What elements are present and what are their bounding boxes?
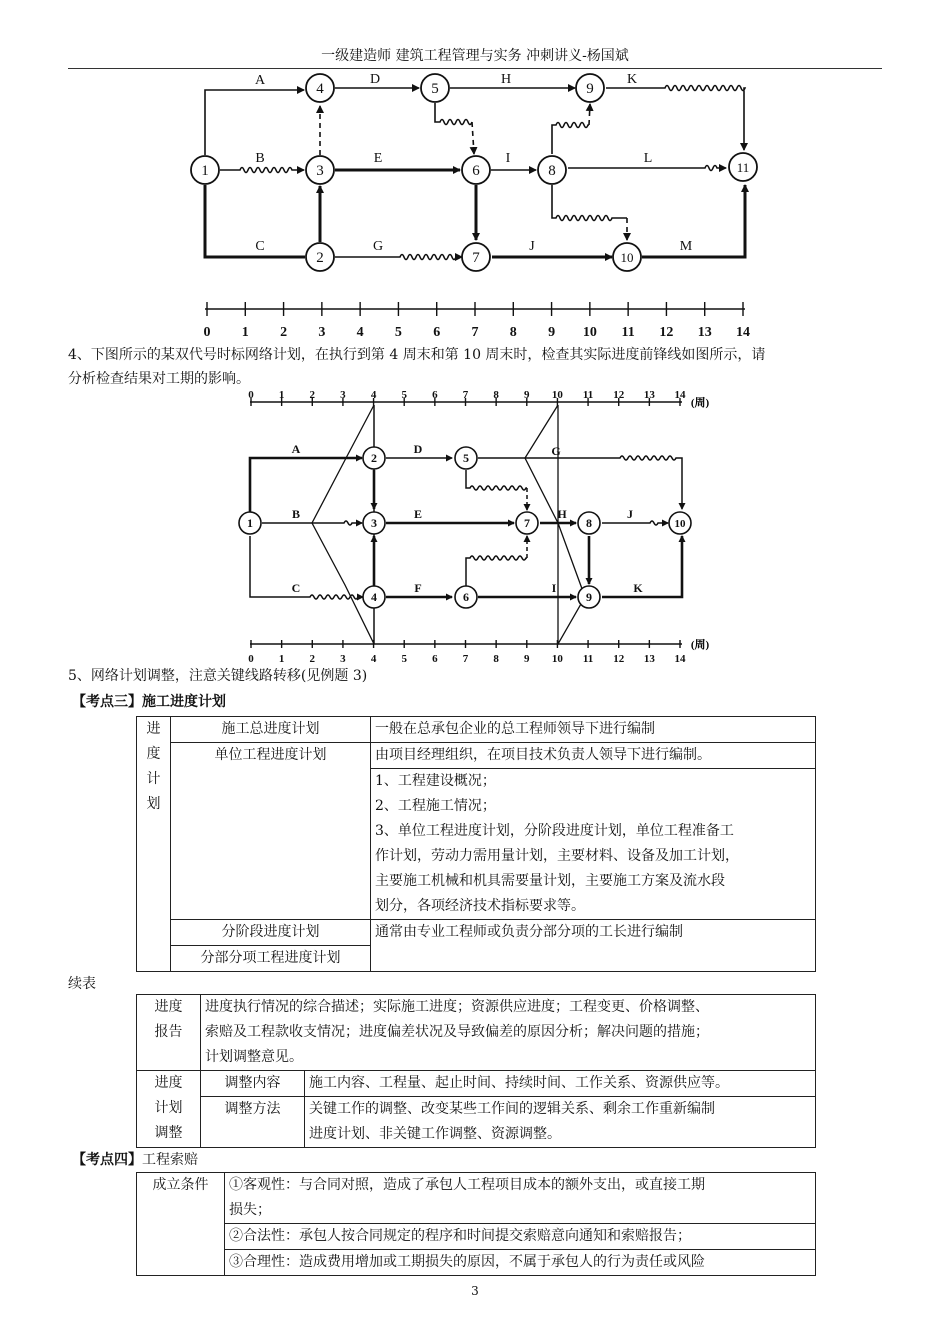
report-label xyxy=(137,995,201,1071)
claim-table xyxy=(136,1172,816,1276)
category-char: 进 xyxy=(146,721,161,737)
scale-label: 11 xyxy=(582,653,594,665)
plan-name: 单位工程进度计划 xyxy=(171,743,371,920)
scale-label: 3 xyxy=(340,653,346,665)
content-line: 2、工程施工情况； xyxy=(375,798,496,814)
report-line: 索赔及工程款收支情况；进度偏差状况及导致偏差的原因分析；解决问题的措施； xyxy=(205,1024,709,1040)
node-label: 2 xyxy=(371,451,377,465)
scale-label: 6 xyxy=(433,325,441,340)
node-label: 11 xyxy=(736,160,750,175)
scale-label: 9 xyxy=(524,390,530,401)
question-4-line: 分析检查结果对工期的影响。 xyxy=(68,371,250,387)
network-diagram-2 xyxy=(0,390,950,665)
scale-label: 2 xyxy=(309,653,316,665)
scale-label: 8 xyxy=(493,390,499,401)
content-line: 主要施工机械和机具需要量计划，主要施工方案及流水段 xyxy=(375,873,725,889)
report-label-line: 进度 xyxy=(154,999,183,1015)
activity-label: E xyxy=(373,151,383,166)
scale-label: 7 xyxy=(462,390,469,401)
scale-label: 10 xyxy=(551,390,563,401)
scale-label: 2 xyxy=(280,325,288,340)
node-label: 5 xyxy=(431,81,439,97)
adjust-label-line: 进度 xyxy=(154,1075,183,1091)
activity-label: C xyxy=(255,239,265,254)
node-label: 3 xyxy=(371,516,377,530)
scale-label: 4 xyxy=(370,653,377,665)
question-4-line: 4、下图所示的某双代号时标网络计划，在执行到第 4 周末和第 10 周末时，检查其实际进度前锋线如图所示，请 xyxy=(68,347,766,363)
condition-label: 成立条件 xyxy=(137,1173,225,1276)
scale-label: 3 xyxy=(340,390,346,401)
plan-content xyxy=(371,769,816,920)
scale-label: 10 xyxy=(582,325,597,340)
scale-label: 9 xyxy=(524,653,530,665)
plan-desc: 通常由专业工程师或负责分部分项的工长进行编制 xyxy=(371,920,816,972)
node-label: 7 xyxy=(472,250,480,266)
content-line: 3、单位工程进度计划，分阶段进度计划，单位工程准备工 xyxy=(375,823,734,839)
activity-label: J xyxy=(627,507,633,521)
node-label: 9 xyxy=(586,590,592,604)
node-label: 10 xyxy=(674,518,686,530)
scale-label: 1 xyxy=(241,325,249,340)
content-text: 施工内容、工程量、起止时间、持续时间、工作关系、资源供应等。 xyxy=(305,1071,816,1097)
plan-name: 施工总进度计划 xyxy=(171,717,371,743)
activity-label: A xyxy=(291,442,301,456)
activity-label: K xyxy=(633,581,643,595)
report-line: 计划调整意见。 xyxy=(205,1049,303,1065)
question-4 xyxy=(68,343,882,391)
scale-label: 0 xyxy=(248,390,254,401)
node-label: 4 xyxy=(316,81,324,97)
scale-label: 14 xyxy=(674,653,686,665)
node-label: 9 xyxy=(586,81,594,97)
activity-label: G xyxy=(372,239,384,254)
schedule-plan-table xyxy=(136,716,816,972)
scale-label: 1 xyxy=(278,653,285,665)
section-3-bracket: 【考点三】 xyxy=(72,694,142,710)
progress-table xyxy=(136,994,816,1148)
network-diagram-1 xyxy=(0,0,950,345)
node-label: 8 xyxy=(586,516,592,530)
scale-label: 12 xyxy=(659,325,674,340)
condition-line: 损失； xyxy=(229,1202,271,1218)
plan-desc: 一般在总承包企业的总工程师领导下进行编制 xyxy=(371,717,816,743)
activity-label: F xyxy=(414,581,422,595)
unit-label-top: (周) xyxy=(690,397,710,409)
method-label: 调整方法 xyxy=(201,1097,305,1148)
category-char: 度 xyxy=(146,746,161,762)
scale-label: 1 xyxy=(278,390,285,401)
continued-label xyxy=(68,972,882,996)
content-label: 调整内容 xyxy=(201,1071,305,1097)
section-4-heading xyxy=(72,1150,198,1170)
scale-label: 9 xyxy=(548,325,556,340)
adjust-label xyxy=(137,1071,201,1148)
node-label: 1 xyxy=(247,516,253,530)
scale-label: 6 xyxy=(432,390,438,401)
activity-label: I xyxy=(505,151,511,166)
activity-label: K xyxy=(626,72,638,87)
activity-label: B xyxy=(291,507,301,521)
plan-name: 分部分项工程进度计划 xyxy=(171,946,371,972)
node-label: 5 xyxy=(463,451,469,465)
scale-label: 4 xyxy=(370,390,377,401)
scale-label: 13 xyxy=(697,325,712,340)
activity-label: D xyxy=(369,72,381,87)
activity-label: B xyxy=(255,151,265,166)
activity-label: A xyxy=(254,73,266,88)
category-cell xyxy=(137,717,171,972)
scale-label: 0 xyxy=(203,325,211,340)
scale-label: 0 xyxy=(248,653,254,665)
scale-label: 10 xyxy=(551,653,563,665)
report-content xyxy=(201,995,816,1071)
activity-label: L xyxy=(643,151,653,166)
activity-label: M xyxy=(679,239,693,254)
scale-label: 14 xyxy=(736,325,750,340)
plan-desc: 由项目经理组织，在项目技术负责人领导下进行编制。 xyxy=(371,743,816,769)
scale-label: 5 xyxy=(401,390,407,401)
section-3-title: 施工进度计划 xyxy=(142,694,226,710)
scale-label: 8 xyxy=(493,653,499,665)
scale-label: 14 xyxy=(674,390,686,401)
scale-label: 12 xyxy=(613,390,625,401)
node-label: 8 xyxy=(548,163,556,179)
question-5 xyxy=(68,664,882,688)
node-label: 3 xyxy=(316,163,324,179)
node-label: 10 xyxy=(620,250,634,265)
scale-label: 11 xyxy=(582,390,594,401)
node-label: 4 xyxy=(371,590,377,604)
continued-text: 续表 xyxy=(68,976,96,992)
category-char: 计 xyxy=(146,771,161,787)
header-title: 一级建造师 建筑工程管理与实务 冲刺讲义-杨国斌 xyxy=(321,48,629,64)
scale-label: 3 xyxy=(318,325,326,340)
method-content xyxy=(305,1097,816,1148)
section-4-bracket: 【考点四】 xyxy=(72,1152,142,1168)
activity-label: D xyxy=(413,442,423,456)
report-line: 进度执行情况的综合描述；实际施工进度；资源供应进度；工程变更、价格调整、 xyxy=(205,999,709,1015)
adjust-label-line: 计划 xyxy=(154,1100,183,1116)
report-label-line: 报告 xyxy=(154,1024,183,1040)
scale-label: 5 xyxy=(394,325,402,340)
content-line: 作计划，劳动力需用量计划，主要材料、设备及加工计划， xyxy=(375,848,739,864)
activity-label: H xyxy=(557,507,567,521)
activity-label: E xyxy=(413,507,423,521)
content-line: 划分，各项经济技术指标要求等。 xyxy=(375,898,585,914)
condition-line: ①客观性：与合同对照，造成了承包人工程项目成本的额外支出，或直接工期 xyxy=(229,1177,705,1193)
node-label: 6 xyxy=(472,163,480,179)
scale-label: 13 xyxy=(643,653,655,665)
scale-label: 7 xyxy=(462,653,469,665)
node-label: 6 xyxy=(463,590,469,604)
scale-label: 11 xyxy=(621,325,635,340)
condition-item-3: ③合理性：造成费用增加或工期损失的原因，不属于承包人的行为责任或风险 xyxy=(225,1250,816,1276)
activity-label: H xyxy=(500,72,512,87)
condition-item-1 xyxy=(225,1173,816,1224)
scale-label: 8 xyxy=(509,325,517,340)
scale-label: 6 xyxy=(432,653,438,665)
activity-label: J xyxy=(529,239,535,254)
method-line: 关键工作的调整、改变某些工作间的逻辑关系、剩余工作重新编制 xyxy=(309,1101,715,1117)
unit-label-bottom: (周) xyxy=(690,639,710,651)
scale-label: 12 xyxy=(613,653,625,665)
node-label: 1 xyxy=(201,163,209,179)
condition-item-2: ②合法性：承包人按合同规定的程序和时间提交索赔意向通知和索赔报告； xyxy=(225,1224,816,1250)
page-number: 3 xyxy=(471,1284,479,1298)
scale-label: 4 xyxy=(356,325,364,340)
section-4-title: 工程索赔 xyxy=(142,1152,198,1168)
scale-label: 13 xyxy=(643,390,655,401)
node-label: 2 xyxy=(316,250,324,266)
adjust-label-line: 调整 xyxy=(154,1125,183,1141)
scale-label: 5 xyxy=(401,653,407,665)
method-line: 进度计划、非关键工作调整、资源调整。 xyxy=(309,1126,561,1142)
plan-name: 分阶段进度计划 xyxy=(171,920,371,946)
node-label: 7 xyxy=(524,516,530,530)
activity-label: C xyxy=(291,581,301,595)
activity-label: I xyxy=(551,581,557,595)
scale-label: 2 xyxy=(309,390,316,401)
section-3-heading xyxy=(72,692,226,712)
scale-label: 7 xyxy=(471,325,479,340)
question-5-text: 5、网络计划调整，注意关键线路转移(见例题 3) xyxy=(68,668,368,684)
category-char: 划 xyxy=(146,796,161,812)
content-line: 1、工程建设概况； xyxy=(375,773,496,789)
activity-label: G xyxy=(551,444,561,458)
